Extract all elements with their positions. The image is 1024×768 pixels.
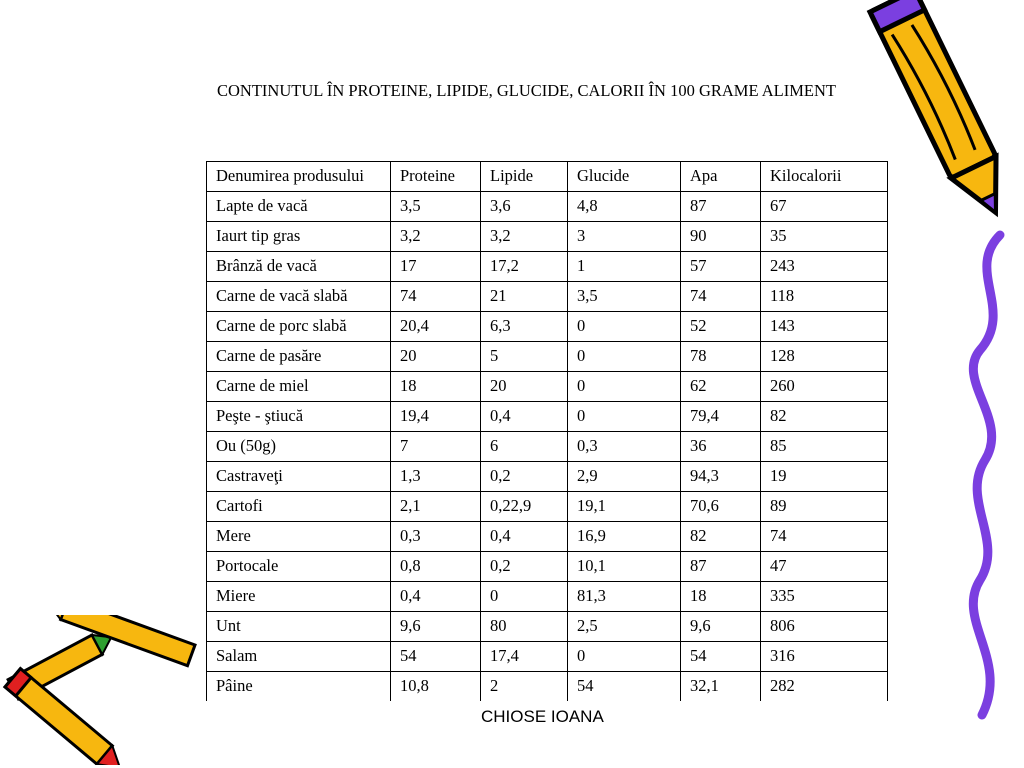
table-cell: 7 [391, 432, 481, 462]
table-cell: 17 [391, 252, 481, 282]
table-cell: Carne de vacă slabă [207, 282, 391, 312]
nutrition-table [206, 161, 888, 701]
column-header: Glucide [568, 162, 681, 192]
table-cell: 4,8 [568, 192, 681, 222]
table-cell: 282 [761, 672, 888, 702]
table-cell: Ou (50g) [207, 432, 391, 462]
table-cell: 36 [681, 432, 761, 462]
table-cell: 18 [681, 582, 761, 612]
table-cell: 806 [761, 612, 888, 642]
table-cell: Salam [207, 642, 391, 672]
table-cell: Peşte - ştiucă [207, 402, 391, 432]
table-cell: 21 [481, 282, 568, 312]
table-cell: 243 [761, 252, 888, 282]
table-cell: 335 [761, 582, 888, 612]
table-row [207, 492, 888, 522]
table-row [207, 642, 888, 672]
table-cell: 19,1 [568, 492, 681, 522]
table-cell: 17,2 [481, 252, 568, 282]
page-title: CONTINUTUL ÎN PROTEINE, LIPIDE, GLUCIDE, CALORII ÎN 100 GRAME ALIMENT [217, 81, 836, 100]
table-cell: 2,5 [568, 612, 681, 642]
table-row [207, 252, 888, 282]
table-cell: 0 [481, 582, 568, 612]
table-cell: 79,4 [681, 402, 761, 432]
table-cell: 0,2 [481, 462, 568, 492]
table-cell: 90 [681, 222, 761, 252]
table-cell: 32,1 [681, 672, 761, 702]
table-row [207, 522, 888, 552]
table-cell: 1 [568, 252, 681, 282]
table-cell: 74 [761, 522, 888, 552]
table-cell: 5 [481, 342, 568, 372]
table-cell: 87 [681, 552, 761, 582]
table-cell: 85 [761, 432, 888, 462]
table-cell: 89 [761, 492, 888, 522]
author-name: CHIOSE IOANA [481, 707, 604, 726]
table-row [207, 612, 888, 642]
table-cell: 81,3 [568, 582, 681, 612]
table-cell: 94,3 [681, 462, 761, 492]
column-header: Apa [681, 162, 761, 192]
table-cell: Brânză de vacă [207, 252, 391, 282]
table-cell: 20,4 [391, 312, 481, 342]
crayons-icon [0, 615, 210, 765]
table-cell: 1,3 [391, 462, 481, 492]
table-cell: 0 [568, 312, 681, 342]
table-cell: Portocale [207, 552, 391, 582]
table-cell: 0,4 [481, 522, 568, 552]
table-cell: 316 [761, 642, 888, 672]
table-cell: 74 [391, 282, 481, 312]
table-cell: 78 [681, 342, 761, 372]
table-cell: 0 [568, 642, 681, 672]
table-cell: 20 [481, 372, 568, 402]
table-cell: 2 [481, 672, 568, 702]
table-cell: 118 [761, 282, 888, 312]
table-cell: 3,6 [481, 192, 568, 222]
table-cell: 19,4 [391, 402, 481, 432]
table-cell: 6 [481, 432, 568, 462]
table-cell: 3 [568, 222, 681, 252]
table-cell: Lapte de vacă [207, 192, 391, 222]
table-row [207, 192, 888, 222]
table-cell: 0,22,9 [481, 492, 568, 522]
table-cell: 3,5 [568, 282, 681, 312]
table-cell: Carne de porc slabă [207, 312, 391, 342]
table-row [207, 672, 888, 702]
table-cell: 35 [761, 222, 888, 252]
table-cell: Carne de pasăre [207, 342, 391, 372]
table-cell: 0,3 [391, 522, 481, 552]
table-cell: 57 [681, 252, 761, 282]
pencil-icon [860, 0, 1010, 250]
table-cell: 2,1 [391, 492, 481, 522]
table-cell: Carne de miel [207, 372, 391, 402]
table-cell: Iaurt tip gras [207, 222, 391, 252]
table-cell: 74 [681, 282, 761, 312]
table-row [207, 312, 888, 342]
table-cell: 143 [761, 312, 888, 342]
table-cell: 3,2 [481, 222, 568, 252]
table-cell: Pâine [207, 672, 391, 702]
table-cell: 2,9 [568, 462, 681, 492]
table-row [207, 402, 888, 432]
table-cell: 0,2 [481, 552, 568, 582]
table-cell: 128 [761, 342, 888, 372]
table-cell: 3,2 [391, 222, 481, 252]
table-cell: 82 [761, 402, 888, 432]
table-cell: 82 [681, 522, 761, 552]
table-cell: 0 [568, 342, 681, 372]
table-cell: Miere [207, 582, 391, 612]
table-row [207, 432, 888, 462]
table-cell: 67 [761, 192, 888, 222]
table-cell: 6,3 [481, 312, 568, 342]
table-cell: 10,1 [568, 552, 681, 582]
table-cell: 10,8 [391, 672, 481, 702]
column-header: Proteine [391, 162, 481, 192]
table-row [207, 222, 888, 252]
table-cell: 47 [761, 552, 888, 582]
table-cell: Mere [207, 522, 391, 552]
table-cell: Unt [207, 612, 391, 642]
table-cell: 9,6 [391, 612, 481, 642]
table-row [207, 342, 888, 372]
table-cell: 0,4 [391, 582, 481, 612]
table-cell: 9,6 [681, 612, 761, 642]
table-row [207, 282, 888, 312]
table-cell: 0,8 [391, 552, 481, 582]
table-cell: 3,5 [391, 192, 481, 222]
table-row [207, 462, 888, 492]
squiggle-icon [960, 230, 1020, 720]
table-cell: 17,4 [481, 642, 568, 672]
table-cell: 20 [391, 342, 481, 372]
column-header: Denumirea produsului [207, 162, 391, 192]
table-cell: 0,3 [568, 432, 681, 462]
table-header-row [207, 162, 888, 192]
table-cell: 62 [681, 372, 761, 402]
table-cell: 0 [568, 402, 681, 432]
table-cell: 54 [681, 642, 761, 672]
table-row [207, 372, 888, 402]
table-row [207, 552, 888, 582]
table-cell: Castraveţi [207, 462, 391, 492]
table-cell: 70,6 [681, 492, 761, 522]
table-cell: 260 [761, 372, 888, 402]
table-cell: 16,9 [568, 522, 681, 552]
table-cell: 0,4 [481, 402, 568, 432]
table-cell: 19 [761, 462, 888, 492]
table-cell: Cartofi [207, 492, 391, 522]
column-header: Kilocalorii [761, 162, 888, 192]
column-header: Lipide [481, 162, 568, 192]
table-cell: 54 [568, 672, 681, 702]
table-cell: 54 [391, 642, 481, 672]
table-cell: 18 [391, 372, 481, 402]
table-cell: 52 [681, 312, 761, 342]
table-row [207, 582, 888, 612]
table-cell: 87 [681, 192, 761, 222]
table-cell: 80 [481, 612, 568, 642]
table-cell: 0 [568, 372, 681, 402]
